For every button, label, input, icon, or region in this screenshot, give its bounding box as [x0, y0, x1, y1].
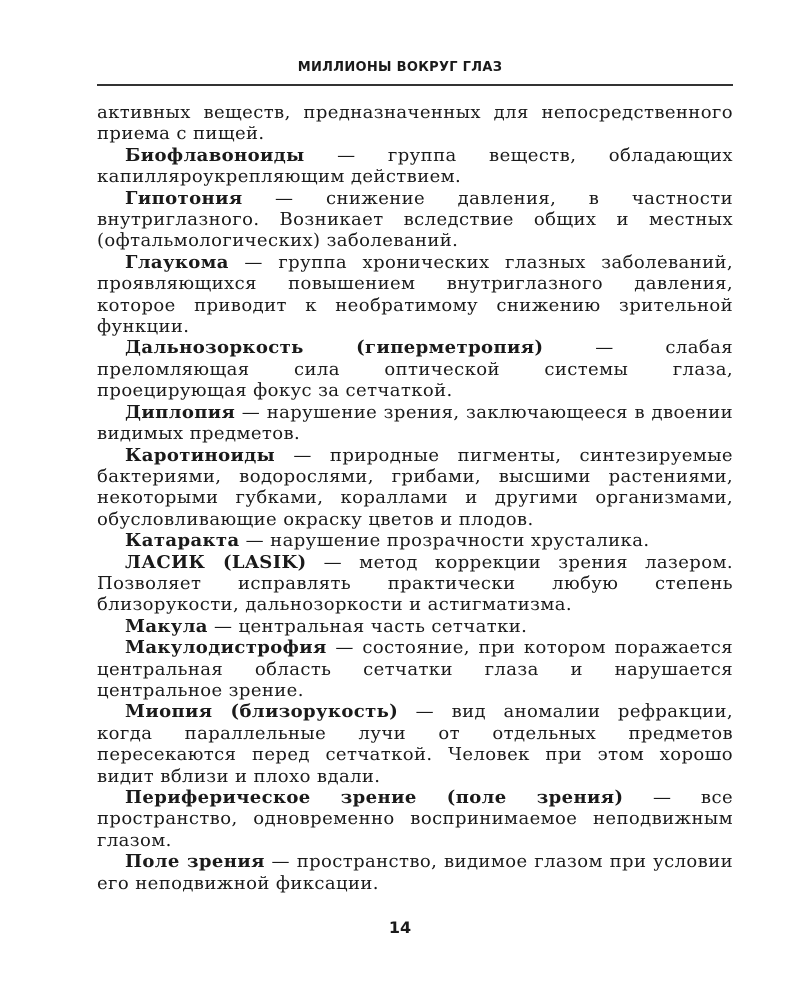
glossary-entry-lasik	[97, 552, 733, 616]
entry-definition: — центральная часть сетчатки.	[207, 615, 528, 637]
running-title: МИЛЛИОНЫ ВОКРУГ ГЛАЗ	[297, 60, 503, 75]
entry-definition: — пространство, видимое глазом при условии его неподвижной фиксации.	[97, 851, 733, 894]
glossary-entry-hyperopia	[97, 337, 733, 401]
glossary-entry-macula	[97, 616, 733, 637]
entry-definition: — группа хронических глазных заболеваний, проявляющихся повышением внутриглазного давления, которое приводит к необратимому снижению зрительной функции.	[97, 251, 733, 338]
entry-term: Глаукома	[125, 251, 229, 273]
glossary-entry-myopia	[97, 701, 733, 787]
entry-term: Гипотония	[125, 187, 243, 209]
entry-term: Миопия (близорукость)	[125, 701, 399, 723]
page-number: 14	[388, 918, 412, 937]
glossary-entry-glaucoma	[97, 252, 733, 338]
entry-term: Поле зрения	[125, 851, 265, 873]
glossary-text	[97, 102, 733, 894]
entry-definition: — группа веществ, обладающих капилляроукрепляющим действием.	[97, 144, 733, 188]
glossary-entry-peripheral-vision	[97, 787, 733, 851]
entry-term: Дальнозоркость (гиперметропия)	[125, 337, 544, 359]
entry-term: Диплопия	[125, 401, 236, 423]
entry-definition: — нарушение зрения, заключающееся в двоении видимых предметов.	[97, 401, 733, 445]
entry-definition: — метод коррекции зрения лазером. Позволяет исправлять практически любую степень близорукости, дальнозоркости и астигматизма.	[97, 551, 733, 616]
entry-definition: — все пространство, одновременно воспринимаемое неподвижным глазом.	[97, 787, 734, 851]
entry-definition: — природные пигменты, синтезируемые бактериями, водорослями, грибами, высшими растениями, некоторыми губками, кораллами и другими организмами, обусловливающие окраску цветов и плодов.	[97, 444, 733, 530]
entry-term: Биофлавоноиды	[125, 144, 305, 166]
entry-term: ЛАСИК (LASIK)	[125, 551, 307, 573]
glossary-entry-macular-dystrophy	[97, 637, 733, 701]
header-divider	[97, 84, 733, 86]
continued-paragraph: активных веществ, предназначенных для непосредственного приема с пищей.	[97, 102, 733, 145]
glossary-entry-carotenoids	[97, 445, 733, 531]
entry-definition: — снижение давления, в частности внутриглазного. Возникает вследствие общих и местных (офтальмологических) заболеваний.	[97, 187, 733, 252]
entry-definition: — слабая преломляющая сила оптической системы глаза, проецирующая фокус за сетчаткой.	[97, 337, 733, 402]
entry-term: Катаракта	[125, 530, 240, 552]
entry-definition: — нарушение прозрачности хрусталика.	[239, 530, 650, 552]
glossary-entry-diplopia	[97, 402, 733, 445]
glossary-entry-bioflavonoids	[97, 145, 733, 188]
entry-term: Макулодистрофия	[125, 637, 327, 659]
entry-term: Макула	[125, 615, 208, 637]
glossary-entry-hypotonia	[97, 188, 733, 252]
entry-definition: — состояние, при котором поражается центральная область сетчатки глаза и нарушается центральное зрение.	[97, 637, 733, 701]
entry-definition: — вид аномалии рефракции, когда параллельные лучи от отдельных предметов пересекаются перед сетчаткой. Человек при этом хорошо видит вблизи и плохо вдали.	[97, 701, 733, 787]
glossary-entry-visual-field	[97, 851, 733, 894]
glossary-entry-cataract	[97, 530, 733, 551]
entry-term: Каротиноиды	[125, 444, 276, 466]
entry-term: Периферическое зрение (поле зрения)	[125, 787, 624, 808]
